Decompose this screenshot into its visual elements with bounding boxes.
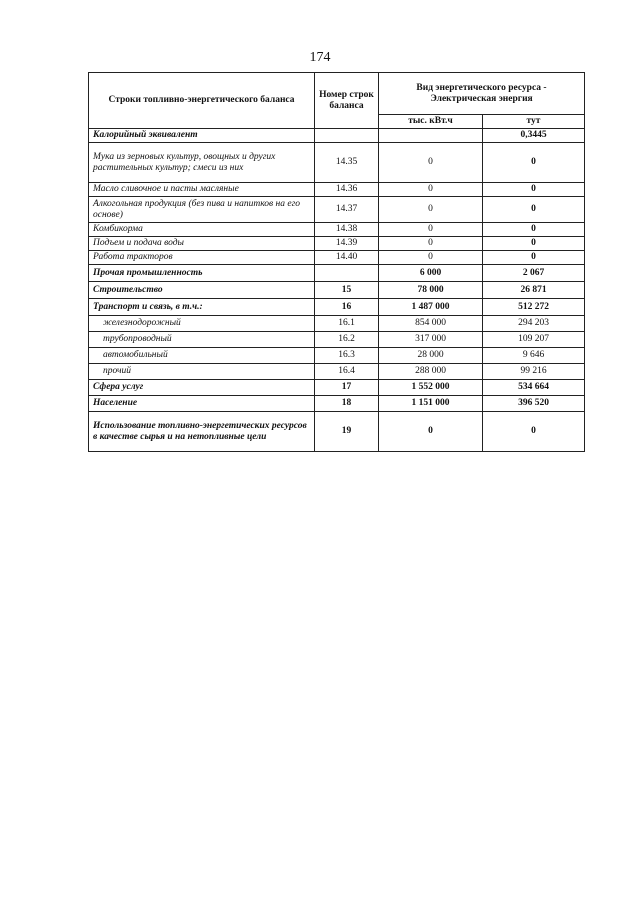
row-tut: 0 — [483, 183, 585, 197]
row-tut: 0 — [483, 197, 585, 223]
row-tut: 99 216 — [483, 364, 585, 380]
page-number: 174 — [309, 50, 331, 65]
row-tut: 0 — [483, 412, 585, 452]
row-label: Калорийный эквивалент — [89, 129, 315, 143]
table-row — [89, 237, 585, 251]
row-label: автомобильный — [89, 348, 315, 364]
row-number: 16 — [315, 299, 379, 316]
header-rows-label: Строки топливно-энергетического баланса — [89, 73, 315, 129]
row-label: Строительство — [89, 282, 315, 299]
row-kwh: 0 — [379, 143, 483, 183]
row-number: 19 — [315, 412, 379, 452]
row-tut: 0 — [483, 143, 585, 183]
row-tut: 0,3445 — [483, 129, 585, 143]
row-tut: 0 — [483, 223, 585, 237]
row-tut: 396 520 — [483, 396, 585, 412]
row-label: железнодорожный — [89, 316, 315, 332]
row-tut: 294 203 — [483, 316, 585, 332]
row-tut: 534 664 — [483, 380, 585, 396]
row-tut: 0 — [483, 237, 585, 251]
table-row — [89, 396, 585, 412]
row-label: Алкогольная продукция (без пива и напитков на его основе) — [89, 197, 315, 223]
table-row — [89, 197, 585, 223]
row-number: 14.36 — [315, 183, 379, 197]
header-unit-kwh: тыс. кВт.ч — [379, 115, 483, 129]
row-kwh: 288 000 — [379, 364, 483, 380]
row-label: Прочая промышленность — [89, 265, 315, 282]
row-label: Работа тракторов — [89, 251, 315, 265]
table-row-caloric — [89, 129, 585, 143]
row-number: 14.40 — [315, 251, 379, 265]
row-number: 18 — [315, 396, 379, 412]
header-row-number: Номер строк баланса — [315, 73, 379, 129]
row-label: прочий — [89, 364, 315, 380]
row-label: Комбикорма — [89, 223, 315, 237]
table-row — [89, 299, 585, 316]
header-resource-type: Вид энергетического ресурса - Электрическая энергия — [379, 73, 585, 115]
row-number: 16.4 — [315, 364, 379, 380]
header-unit-tut: тут — [483, 115, 585, 129]
table-row — [89, 412, 585, 452]
row-tut: 26 871 — [483, 282, 585, 299]
row-kwh: 0 — [379, 183, 483, 197]
row-tut: 512 272 — [483, 299, 585, 316]
row-kwh: 0 — [379, 237, 483, 251]
row-number: 14.39 — [315, 237, 379, 251]
row-label: Сфера услуг — [89, 380, 315, 396]
table-row — [89, 332, 585, 348]
table-row — [89, 364, 585, 380]
row-number: 14.37 — [315, 197, 379, 223]
row-number: 17 — [315, 380, 379, 396]
row-kwh: 317 000 — [379, 332, 483, 348]
row-kwh: 1 487 000 — [379, 299, 483, 316]
row-kwh: 6 000 — [379, 265, 483, 282]
row-kwh — [379, 129, 483, 143]
fuel-energy-balance-table — [88, 72, 585, 452]
row-number: 15 — [315, 282, 379, 299]
row-number: 16.2 — [315, 332, 379, 348]
row-kwh: 78 000 — [379, 282, 483, 299]
table-row — [89, 348, 585, 364]
row-kwh: 0 — [379, 251, 483, 265]
row-number: 16.1 — [315, 316, 379, 332]
row-kwh: 0 — [379, 412, 483, 452]
row-tut: 0 — [483, 251, 585, 265]
row-label: Масло сливочное и пасты масляные — [89, 183, 315, 197]
table-row — [89, 282, 585, 299]
row-number: 14.38 — [315, 223, 379, 237]
row-label: трубопроводный — [89, 332, 315, 348]
row-kwh: 28 000 — [379, 348, 483, 364]
row-kwh: 0 — [379, 197, 483, 223]
row-label: Мука из зерновых культур, овощных и других растительных культур; смеси из них — [89, 143, 315, 183]
table-row — [89, 316, 585, 332]
row-number: 16.3 — [315, 348, 379, 364]
row-number: 14.35 — [315, 143, 379, 183]
row-tut: 9 646 — [483, 348, 585, 364]
row-number — [315, 129, 379, 143]
table-row — [89, 251, 585, 265]
row-number — [315, 265, 379, 282]
table-row — [89, 223, 585, 237]
row-label: Подъем и подача воды — [89, 237, 315, 251]
table-row — [89, 143, 585, 183]
row-label: Транспорт и связь, в т.ч.: — [89, 299, 315, 316]
table-row — [89, 265, 585, 282]
row-label: Использование топливно-энергетических ресурсов в качестве сырья и на нетопливные цели — [89, 412, 315, 452]
row-kwh: 0 — [379, 223, 483, 237]
table-row — [89, 380, 585, 396]
row-label: Население — [89, 396, 315, 412]
row-tut: 2 067 — [483, 265, 585, 282]
row-tut: 109 207 — [483, 332, 585, 348]
row-kwh: 1 552 000 — [379, 380, 483, 396]
table-row — [89, 183, 585, 197]
row-kwh: 854 000 — [379, 316, 483, 332]
row-kwh: 1 151 000 — [379, 396, 483, 412]
